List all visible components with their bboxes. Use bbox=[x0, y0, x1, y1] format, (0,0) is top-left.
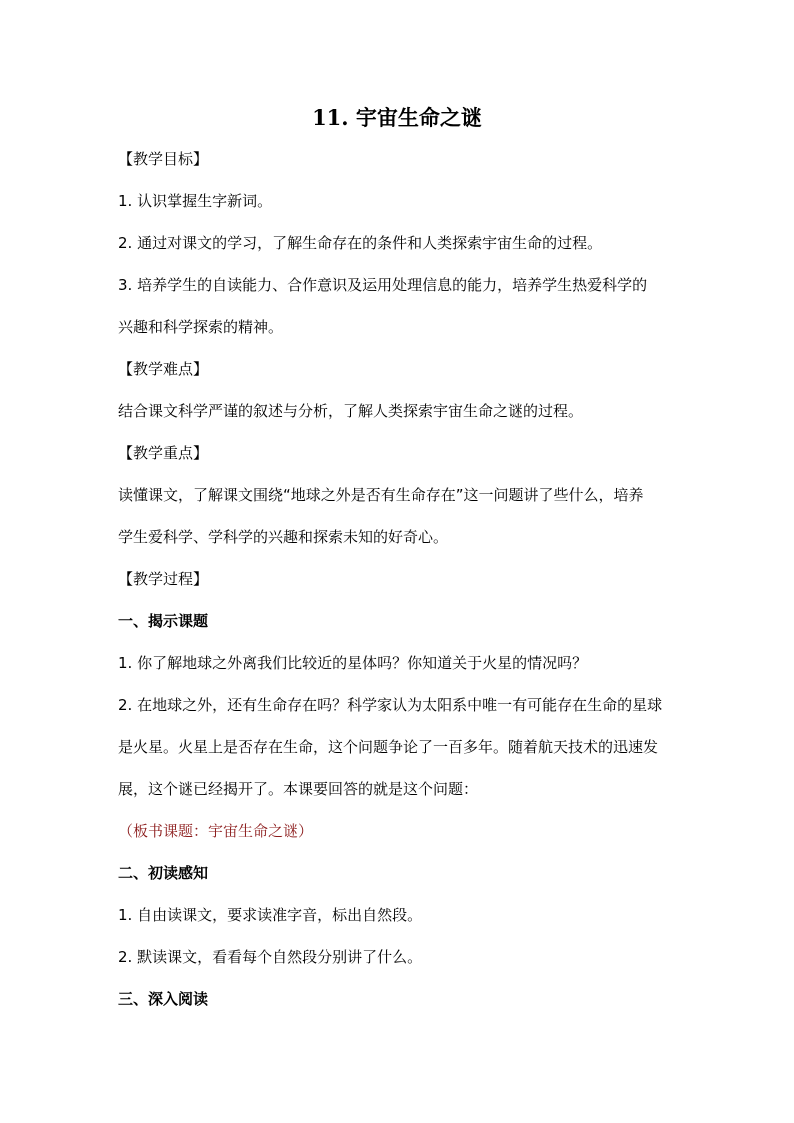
step-2-item-2: 2. 默读课文，看看每个自然段分别讲了什么。 bbox=[118, 948, 423, 966]
step-2-item-1: 1. 自由读课文，要求读准字音，标出自然段。 bbox=[118, 906, 423, 924]
board-note: （板书课题：宇宙生命之谜） bbox=[118, 822, 314, 840]
step-1-item-2-line-3: 展，这个谜已经揭开了。本课要回答的就是这个问题： bbox=[118, 780, 479, 798]
section-heading-difficulty: 【教学难点】 bbox=[118, 360, 209, 378]
step-heading-1: 一、揭示课题 bbox=[118, 612, 209, 630]
objective-1: 1. 认识掌握生字新词。 bbox=[118, 192, 273, 210]
key-points-line-1: 读懂课文，了解课文围绕“地球之外是否有生命存在”这一问题讲了些什么，培养 bbox=[118, 486, 644, 504]
step-1-item-2-line-1: 2. 在地球之外，还有生命存在吗？科学家认为太阳系中唯一有可能存在生命的星球 bbox=[118, 696, 663, 714]
difficulty-text: 结合课文科学严谨的叙述与分析，了解人类探索宇宙生命之谜的过程。 bbox=[118, 402, 584, 420]
key-points-line-2: 学生爱科学、学科学的兴趣和探索未知的好奇心。 bbox=[118, 528, 449, 546]
section-heading-process: 【教学过程】 bbox=[118, 570, 209, 588]
step-1-item-2-line-2: 是火星。火星上是否存在生命，这个问题争论了一百多年。随着航天技术的迅速发 bbox=[118, 738, 659, 756]
step-1-item-1: 1. 你了解地球之外离我们比较近的星体吗？你知道关于火星的情况吗？ bbox=[118, 654, 588, 672]
objective-2: 2. 通过对课文的学习，了解生命存在的条件和人类探索宇宙生命的过程。 bbox=[118, 234, 603, 252]
objective-3-line-1: 3. 培养学生的自读能力、合作意识及运用处理信息的能力，培养学生热爱科学的 bbox=[118, 276, 648, 294]
step-heading-3: 三、深入阅读 bbox=[118, 990, 209, 1008]
document-title: 11. 宇宙生命之谜 bbox=[312, 105, 482, 130]
step-heading-2: 二、初读感知 bbox=[118, 864, 209, 882]
section-heading-objectives: 【教学目标】 bbox=[118, 150, 209, 168]
objective-3-line-2: 兴趣和科学探索的精神。 bbox=[118, 318, 284, 336]
section-heading-key-points: 【教学重点】 bbox=[118, 444, 209, 462]
